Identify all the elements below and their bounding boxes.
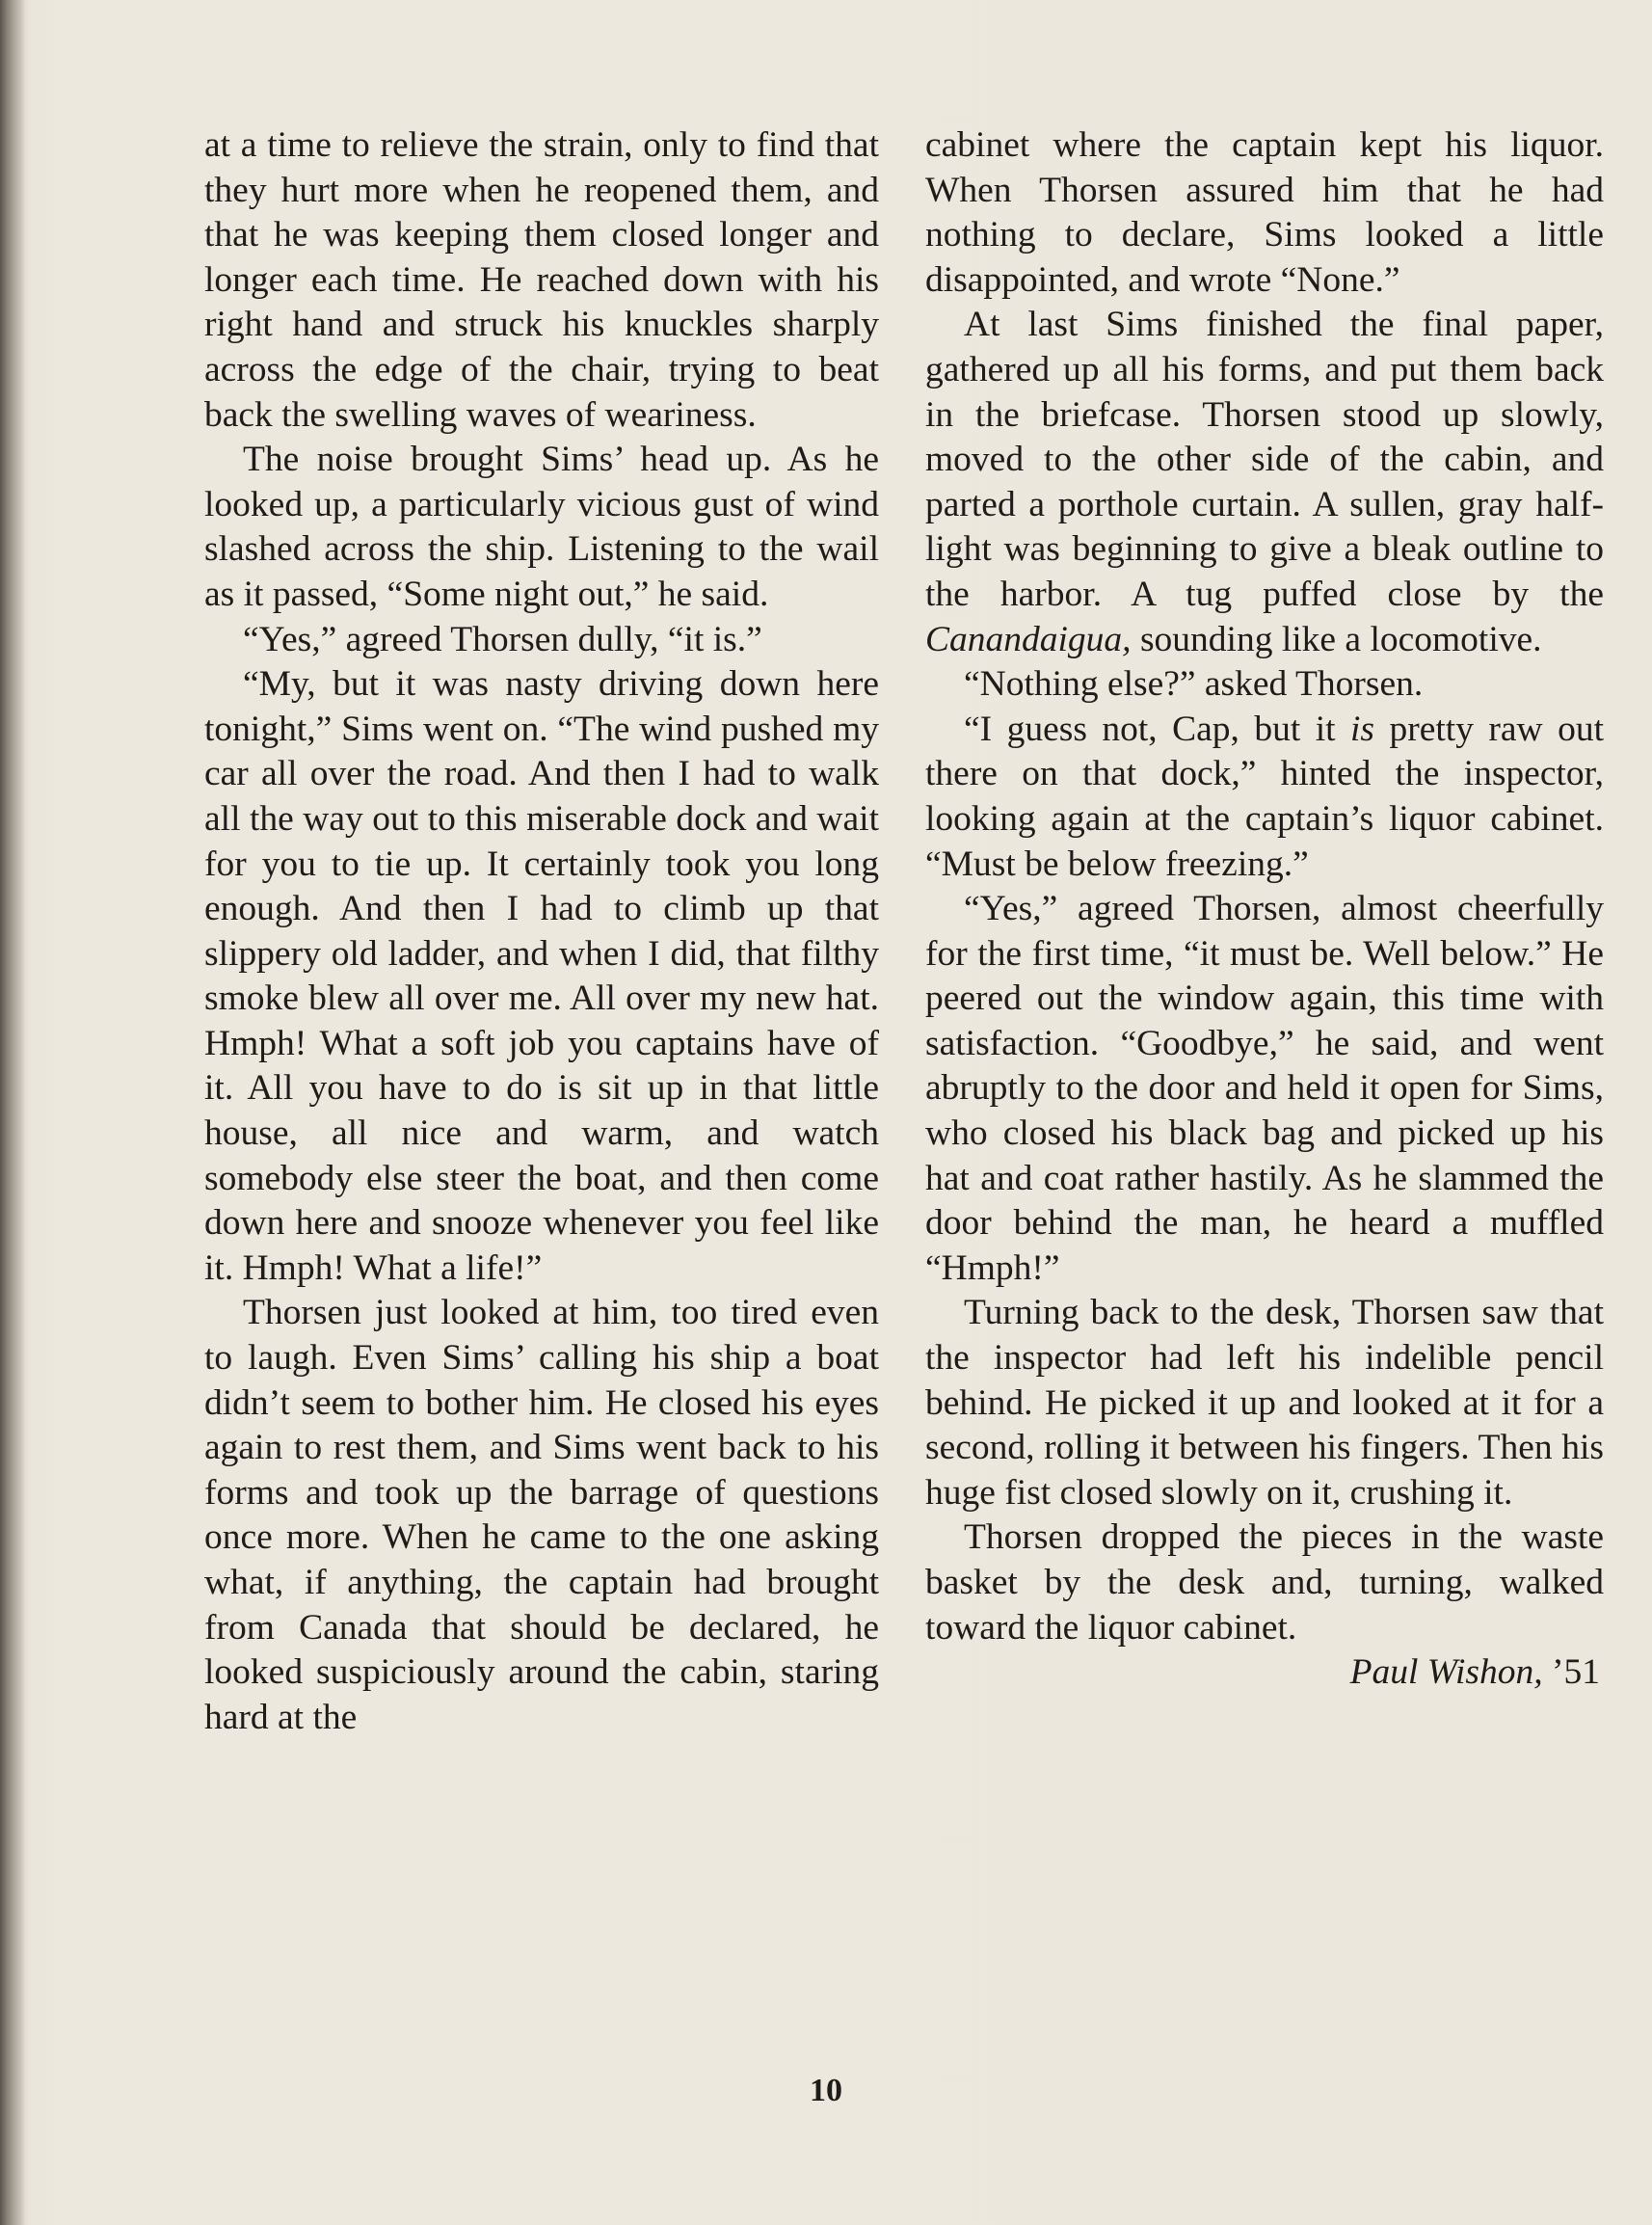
text-run: At last Sims finished the final paper, gathered up all his forms, and put them back in the briefcase. Thorsen stood up slowly, moved to the other side of the cabin, and parted a porthole curtain. A sullen, gray half-light was beginning to give a bleak outline to the harbor. A tug puffed close by the (925, 305, 1604, 614)
paragraph: Turning back to the desk, Thorsen saw that the inspector had left his indelible pencil behind. He picked it up and looked at it for a second, rolling it between his fingers. Then his huge fist closed slowly on it, crushing it. (925, 1293, 1604, 1513)
emphasis: is (1350, 709, 1375, 749)
paragraph: “Nothing else?” asked Thorsen. (964, 664, 1424, 705)
paragraph (925, 303, 1604, 662)
class-year: ’51 (1542, 1652, 1600, 1693)
paragraph: “Yes,” agreed Thorsen dully, “it is.” (243, 619, 762, 659)
right-text-column (925, 123, 1604, 1696)
author-name: Paul Wishon, (1349, 1652, 1543, 1693)
page-binding-shadow (0, 0, 25, 2225)
text-run: “I guess not, Cap, but it (964, 709, 1351, 749)
author-signature (925, 1650, 1604, 1696)
paragraph: “Yes,” agreed Thorsen, almost cheerfully for the first time, “it must be. Well below.” He peered out the window again, this time with satisfaction. “Goodbye,” he said, and went abruptly to the door and held it open for Sims, who closed his black bag and picked up his hat and coat rather hastily. As he slammed the door behind the man, he heard a muffled “Hmph!” (925, 889, 1604, 1288)
paragraph: The noise brought Sims’ head up. As he looked up, a particularly vicious gust of wind slashed across the ship. Listening to the wail as it passed, “Some night out,” he said. (204, 440, 879, 614)
left-text-column (204, 123, 879, 1740)
paragraph (925, 708, 1604, 887)
paragraph: at a time to relieve the strain, only to find that they hurt more when he reopened them, and that he was keeping them closed longer and longer each time. He reached down with his right hand and struck his knuckles sharply across the edge of the chair, trying to beat back the swelling waves of weariness. (204, 125, 879, 435)
paragraph: Thorsen dropped the pieces in the waste basket by the desk and, turning, walked toward the liquor cabinet. (925, 1517, 1604, 1648)
page-number: 10 (810, 2073, 842, 2108)
text-run: sounding like a locomotive. (1131, 619, 1542, 659)
paragraph: cabinet where the captain kept his liquor. When Thorsen assured him that he had nothing to declare, Sims looked a little disappointed, and wrote “None.” (925, 125, 1604, 300)
ship-name: Canandaigua, (925, 619, 1132, 659)
text-run: pretty raw out there on that dock,” hinted the inspector, looking again at the captain’s liquor cabinet. “Must be below freezing.” (925, 709, 1604, 884)
paragraph: Thorsen just looked at him, too tired even to laugh. Even Sims’ calling his ship a boat didn’t seem to bother him. He closed his eyes again to rest them, and Sims went back to his forms and took up the barrage of questions once more. When he came to the one asking what, if anything, the captain had brought from Canada that should be declared, he looked suspiciously around the cabin, staring hard at the (204, 1293, 879, 1737)
paragraph: “My, but it was nasty driving down here tonight,” Sims went on. “The wind pushed my car all over the road. And then I had to walk all the way out to this miserable dock and wait for you to tie up. It certainly took you long enough. And then I had to climb up that slippery old ladder, and when I did, that filthy smoke blew all over me. All over my new hat. Hmph! What a soft job you captains have of it. All you have to do is sit up in that little house, all nice and warm, and watch somebody else steer the boat, and then come down here and snooze whenever you feel like it. Hmph! What a life!” (204, 664, 879, 1288)
